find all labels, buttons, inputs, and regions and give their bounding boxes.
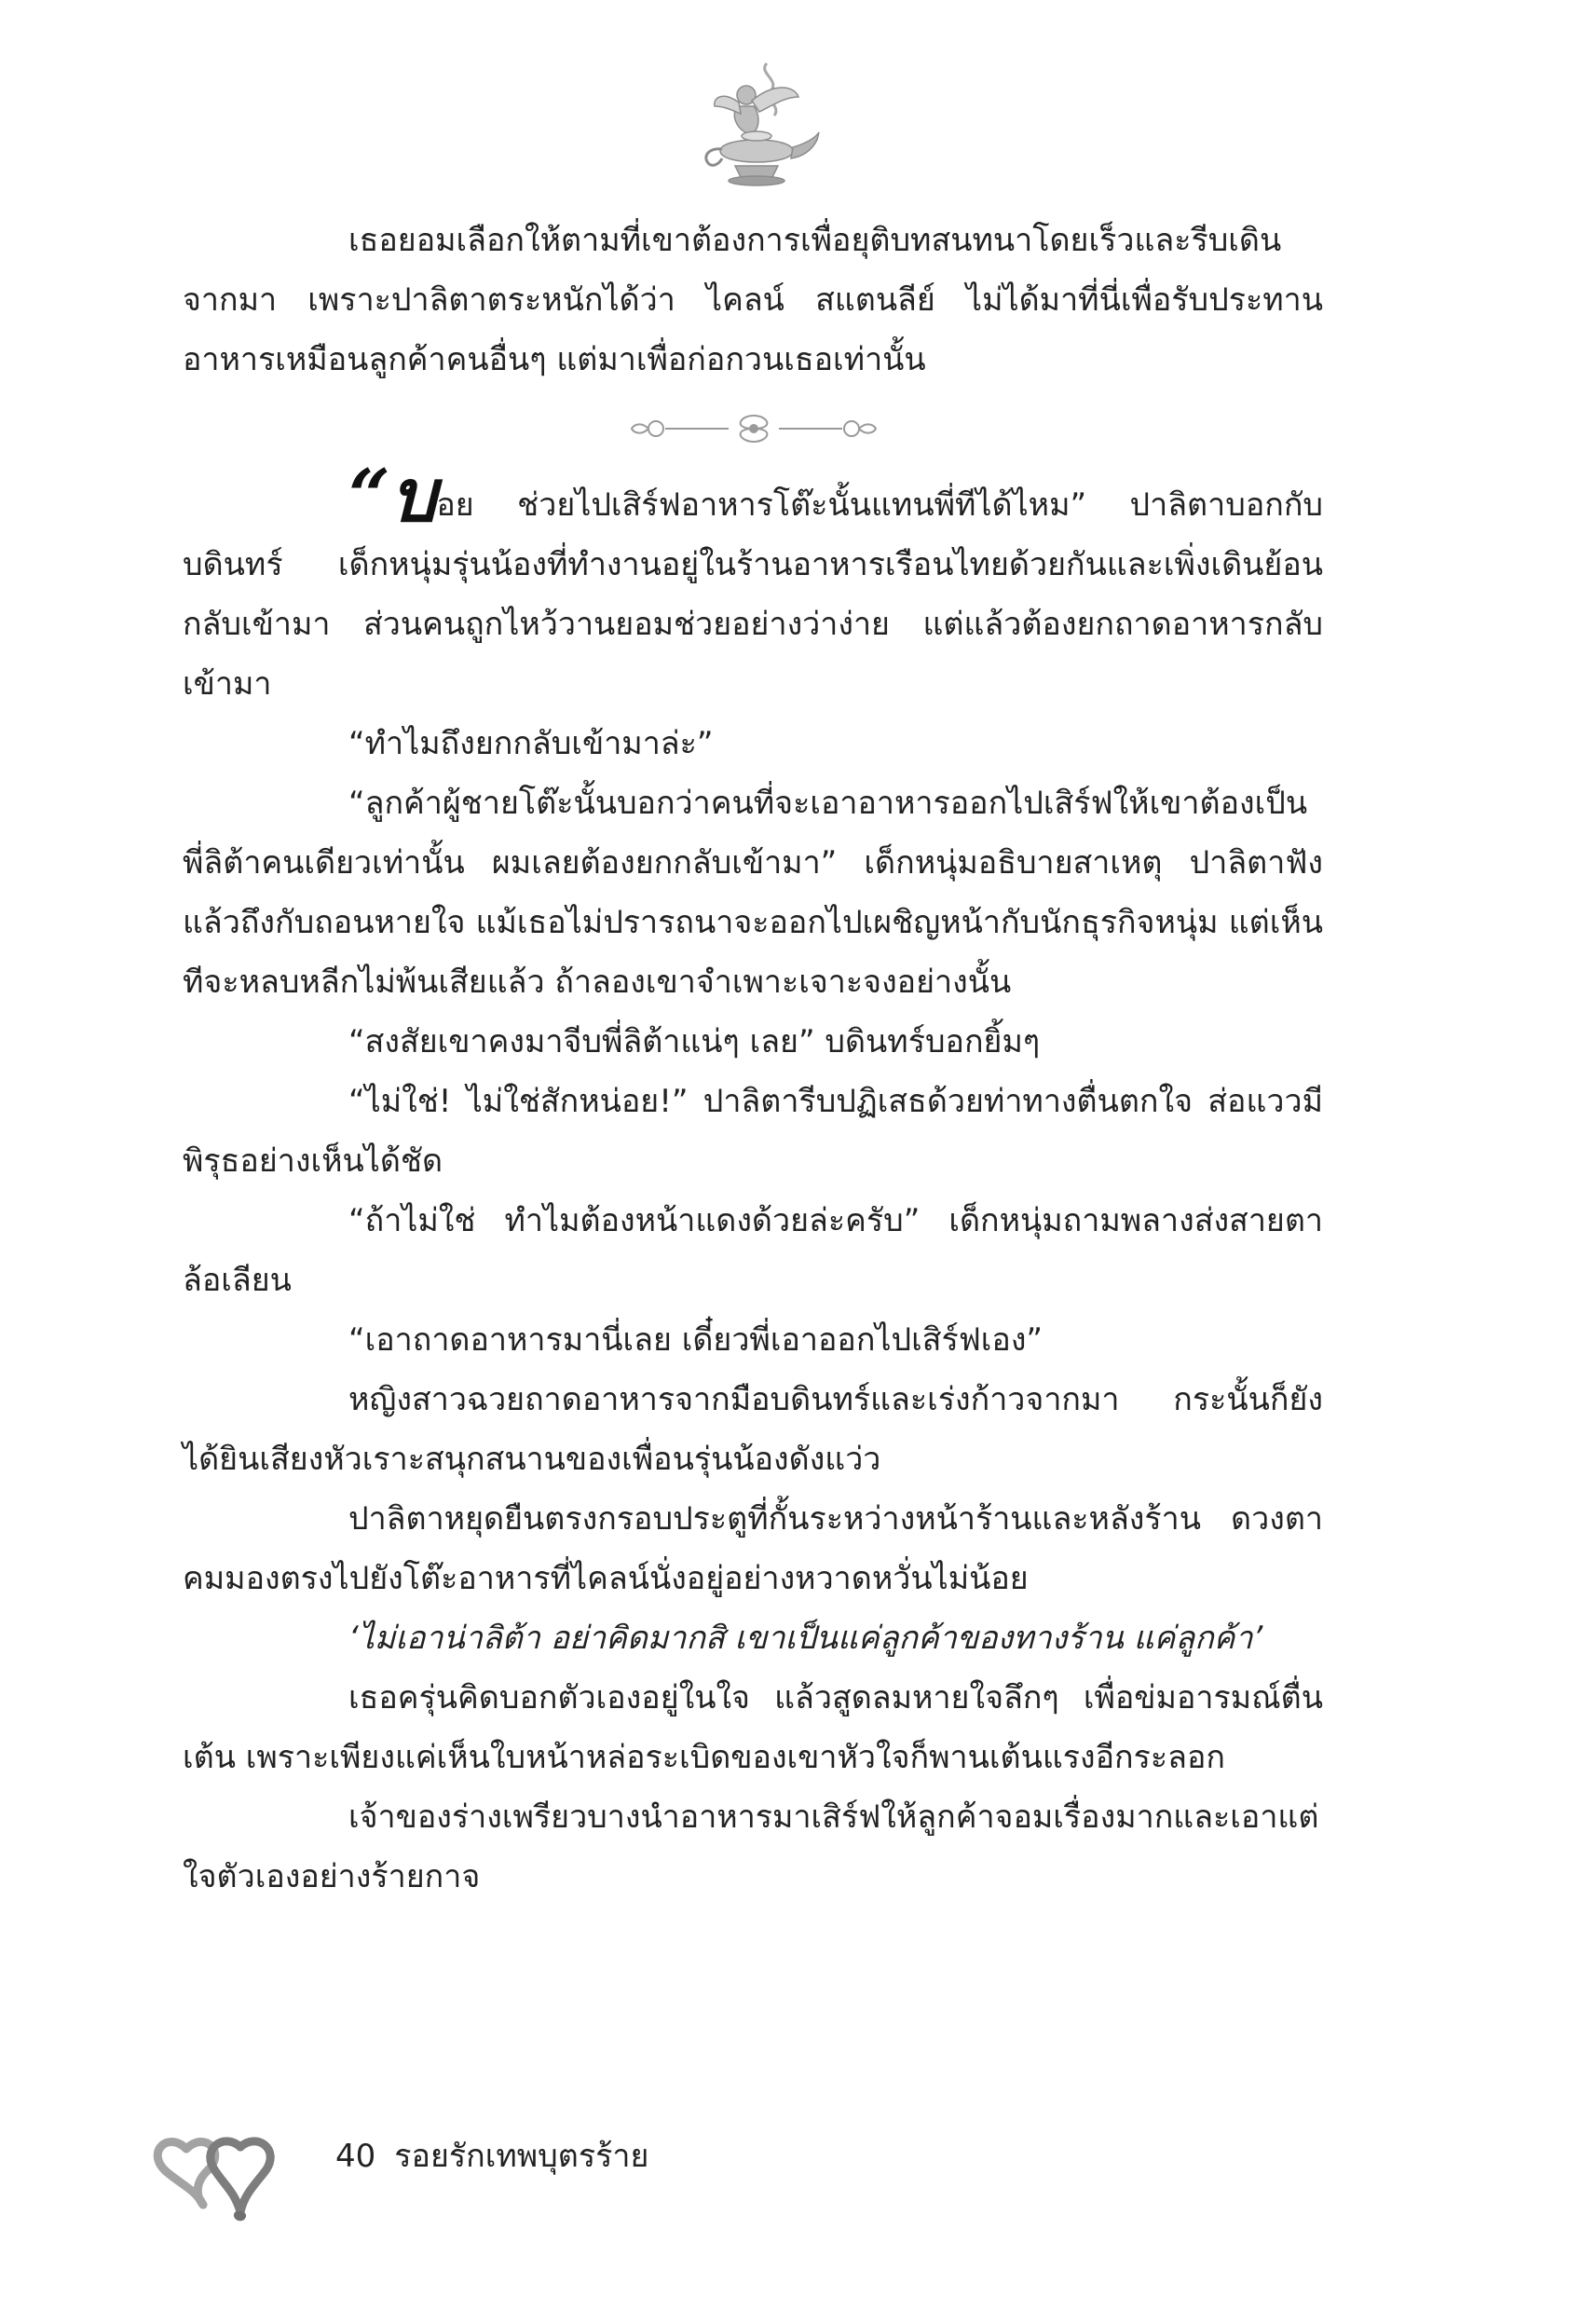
paragraph: ‘ไม่เอาน่าลิต้า อย่าคิดมากสิ เขาเป็นแค่ลูกค้าของทางร้าน แค่ลูกค้า’ bbox=[348, 1620, 1263, 1657]
paragraph: เธอยอมเลือกให้ตามที่เขาต้องการเพื่อยุติบทสนทนาโดยเร็วและรีบเดินจากมา เพราะปาลิตาตระหนักได้ว่า ไคลน์ สแตนลีย์ ไม่ได้มาที่นี่เพื่อรับประทานอาหารเหมือนลูกค้าคนอื่นๆ แต่มาเพื่อก่อกวนเธอเท่านั้น bbox=[183, 222, 1323, 378]
drop-cap: “บ bbox=[348, 454, 437, 539]
paragraph: “สงสัยเขาคงมาจีบพี่ลิต้าแน่ๆ เลย” บดินทร์บอกยิ้มๆ bbox=[348, 1023, 1041, 1060]
paragraphs bbox=[183, 714, 1323, 1907]
footer-text bbox=[335, 2136, 648, 2177]
paragraph: “ไม่ใช่! ไม่ใช่สักหน่อย!” ปาลิตารีบปฏิเสธด้วยท่าทางตื่นตกใจ ส่อแววมีพิรุธอย่างเห็นได้ชัด bbox=[183, 1083, 1323, 1180]
page-body bbox=[183, 211, 1323, 1907]
scroll-divider-icon bbox=[628, 410, 880, 447]
chapter-first-paragraph bbox=[183, 454, 1323, 714]
paragraph: “เอาถาดอาหารมานี่เลย เดี๋ยวพี่เอาออกไปเสิร์ฟเอง” bbox=[348, 1321, 1044, 1359]
paragraph: หญิงสาวฉวยถาดอาหารจากมือบดินทร์และเร่งก้าวจากมา กระนั้นก็ยังได้ยินเสียงหัวเราะสนุกสนานของเพื่อนรุ่นน้องดังแว่ว bbox=[183, 1381, 1323, 1478]
angel-teapot-ornament-icon bbox=[692, 54, 823, 194]
paragraphs-before-break bbox=[183, 211, 1323, 390]
paragraph: ปาลิตาหยุดยืนตรงกรอบประตูที่กั้นระหว่างหน้าร้านและหลังร้าน ดวงตาคมมองตรงไปยังโต๊ะอาหารที่ไคลน์นั่งอยู่อย่างหวาดหวั่นไม่น้อย bbox=[183, 1500, 1323, 1597]
paragraph: เธอครุ่นคิดบอกตัวเองอยู่ในใจ แล้วสูดลมหายใจลึกๆ เพื่อข่มอารมณ์ตื่นเต้น เพราะเพียงแค่เห็นใบหน้าหล่อระเบิดของเขาหัวใจก็พานเต้นแรงอีกระลอก bbox=[183, 1679, 1323, 1776]
paragraph: เจ้าของร่างเพรียวบางนำอาหารมาเสิร์ฟให้ลูกค้าจอมเรื่องมากและเอาแต่ใจตัวเองอย่างร้ายกาจ bbox=[183, 1798, 1319, 1895]
section-break bbox=[183, 390, 1323, 475]
page-number: 40 bbox=[335, 2138, 376, 2175]
intertwined-hearts-icon bbox=[149, 2112, 317, 2223]
book-title: รอยรักเทพบุตรร้าย bbox=[394, 2138, 649, 2175]
page-footer bbox=[149, 2112, 801, 2223]
chapter-first-text: อย ช่วยไปเสิร์ฟอาหารโต๊ะนั้นแทนพี่ทีได้ไหม” ปาลิตาบอกกับบดินทร์ เด็กหนุ่มรุ่นน้องที่ทำงานอยู่ในร้านอาหารเรือนไทยด้วยกันและเพิ่งเดินย้อนกลับเข้ามา ส่วนคนถูกไหว้วานยอมช่วยอย่างว่าง่าย แต่แล้วต้องยกถาดอาหารกลับเข้ามา bbox=[183, 486, 1323, 703]
paragraph: “ถ้าไม่ใช่ ทำไมต้องหน้าแดงด้วยล่ะครับ” เด็กหนุ่มถามพลางส่งสายตาล้อเลียน bbox=[183, 1202, 1323, 1299]
paragraph: “ลูกค้าผู้ชายโต๊ะนั้นบอกว่าคนที่จะเอาอาหารออกไปเสิร์ฟให้เขาต้องเป็นพี่ลิต้าคนเดียวเท่านั้น ผมเลยต้องยกกลับเข้ามา” เด็กหนุ่มอธิบายสาเหตุ ปาลิตาฟังแล้วถึงกับถอนหายใจ แม้เธอไม่ปรารถนาจะออกไปเผชิญหน้ากับนักธุรกิจหนุ่ม แต่เห็นทีจะหลบหลีกไม่พ้นเสียแล้ว ถ้าลองเขาจำเพาะเจาะจงอย่างนั้น bbox=[183, 785, 1323, 1001]
paragraph: “ทำไมถึงยกกลับเข้ามาล่ะ” bbox=[348, 725, 714, 762]
